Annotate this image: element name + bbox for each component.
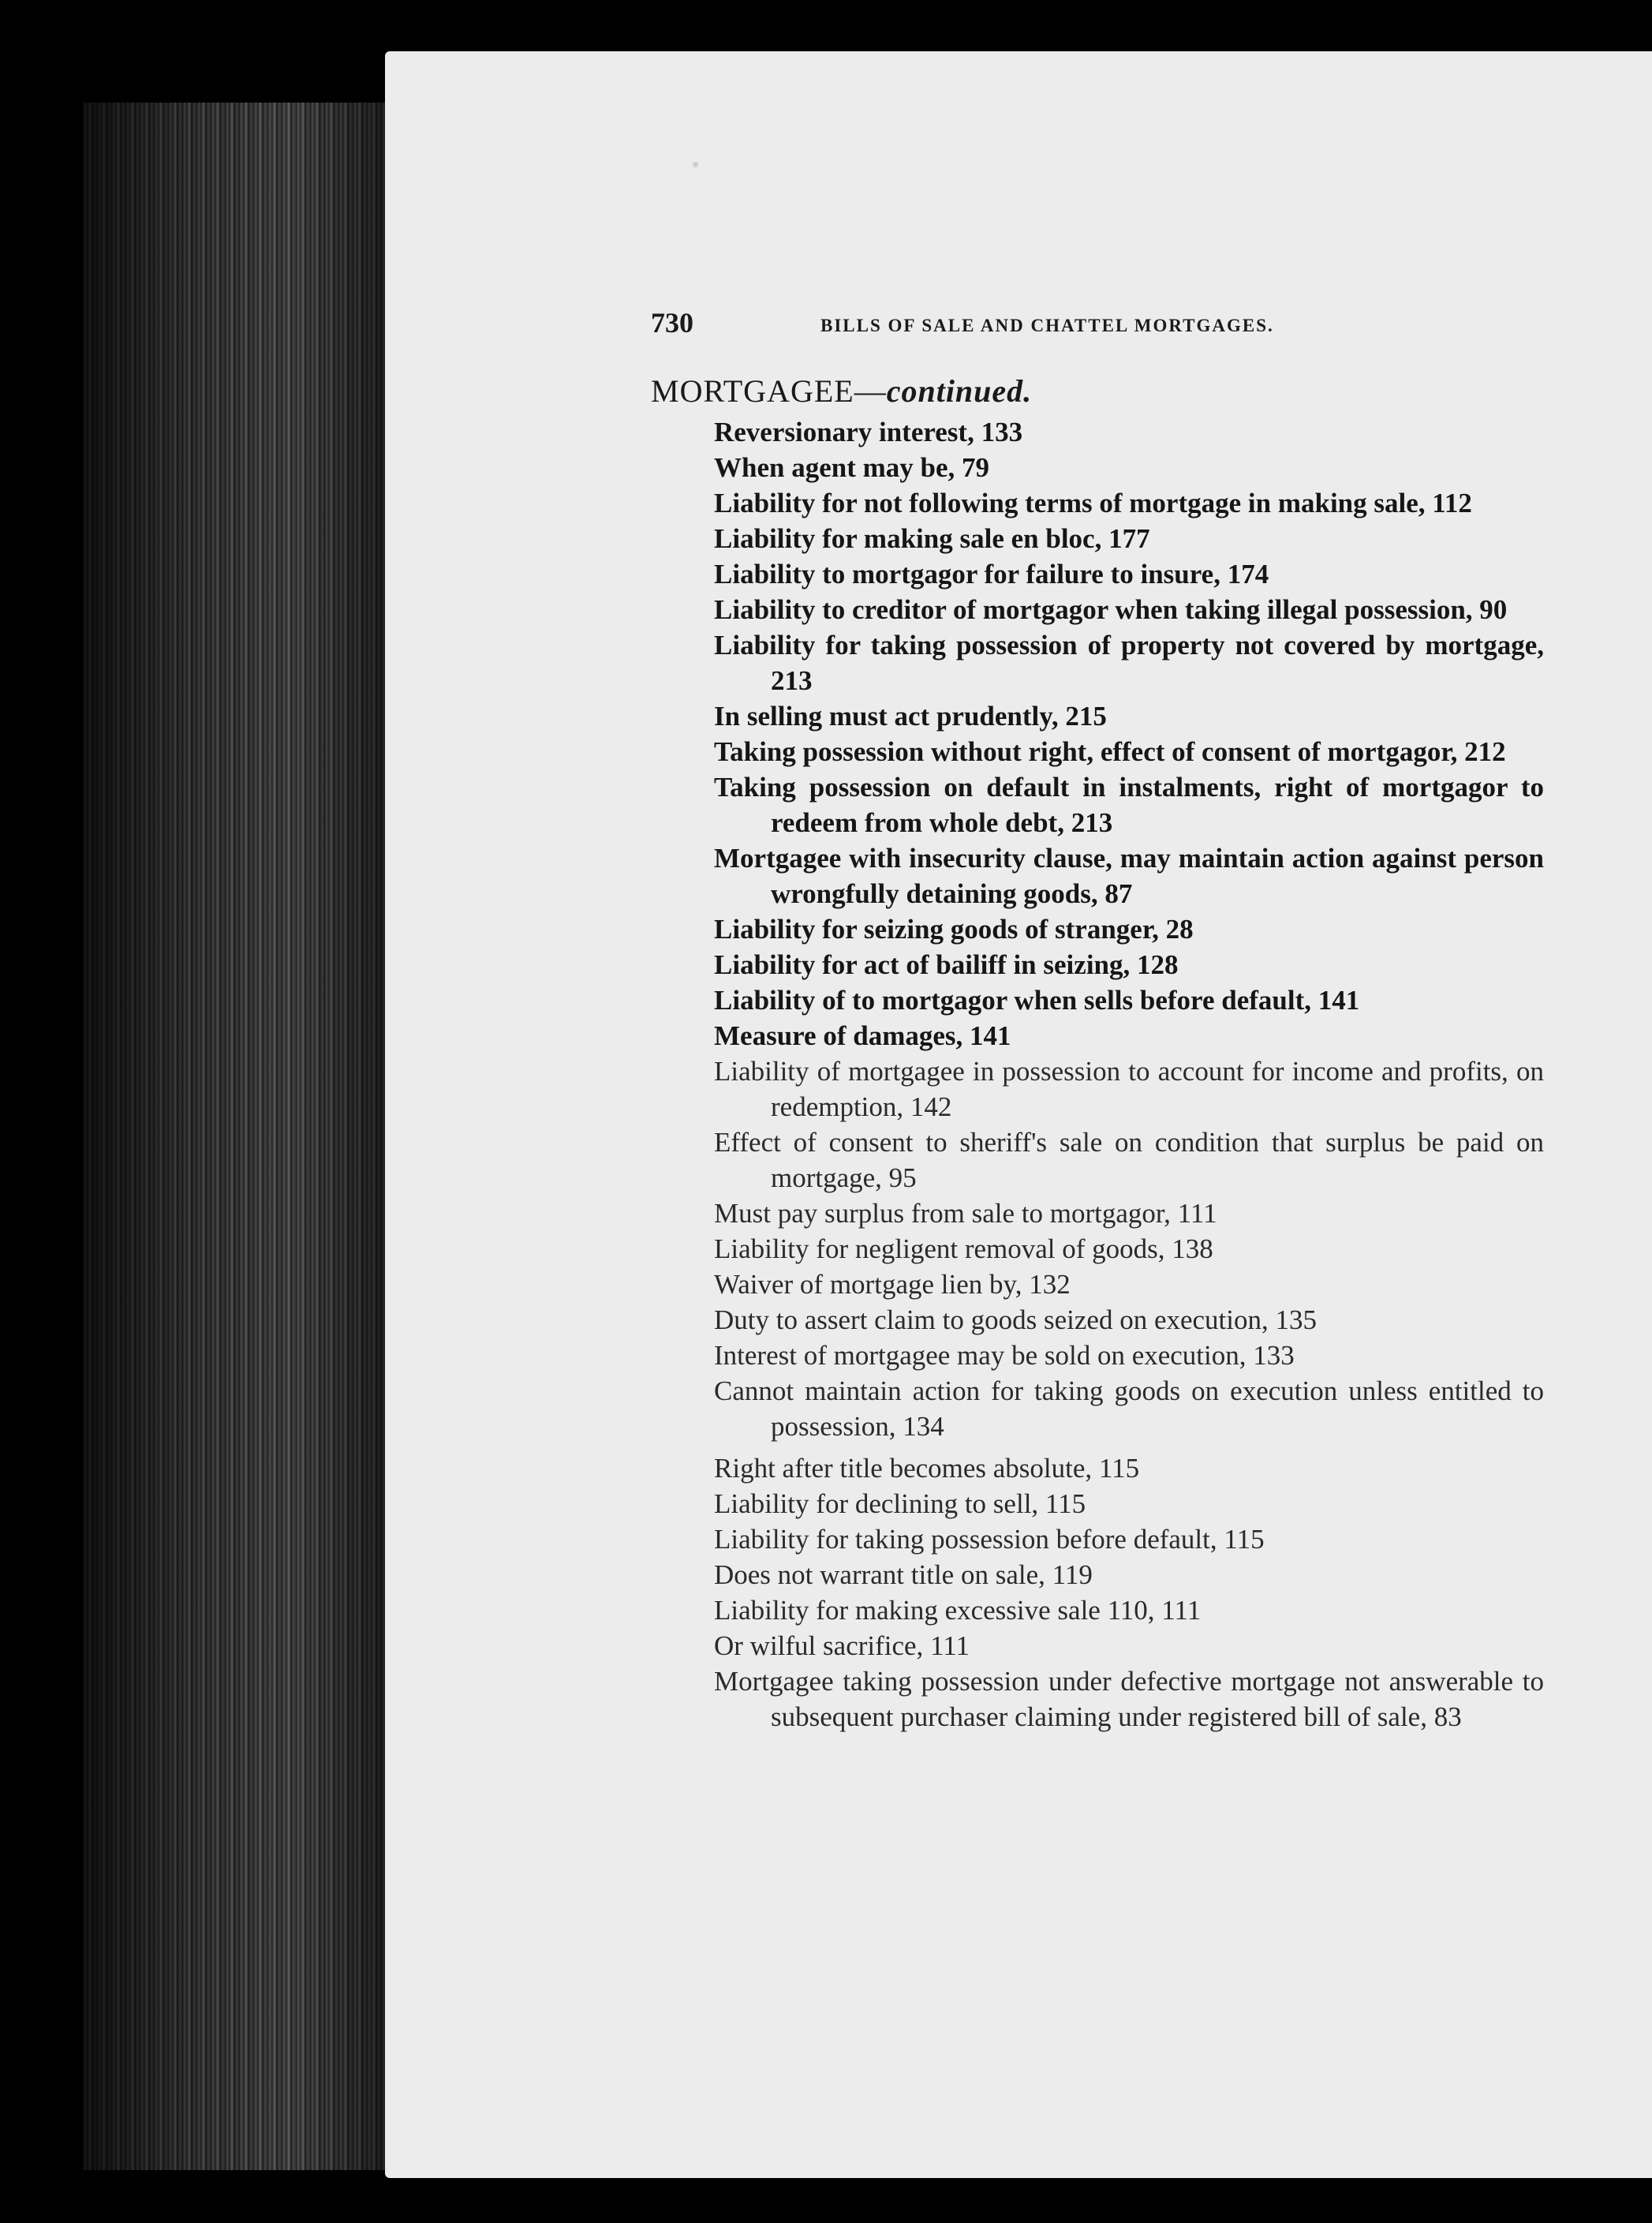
index-heading: [651, 372, 1032, 410]
index-entry: Liability for act of bailiff in seizing, 128: [714, 949, 1179, 980]
index-entry: Mortgagee taking possession under defective mortgage not answerable to subsequent purchaser claiming under registered bill of sale, 83: [714, 1666, 1544, 1732]
running-title: BILLS OF SALE AND CHATTEL MORTGAGES.: [820, 316, 1274, 335]
index-entry: Liability of to mortgagor when sells before default, 141: [714, 985, 1360, 1016]
index-entry: Liability of mortgagee in possession to account for income and profits, on redemption, 142: [714, 1056, 1544, 1122]
index-entry: Taking possession on default in instalments, right of mortgagor to redeem from whole debt, 213: [714, 772, 1544, 838]
index-entry: Mortgagee with insecurity clause, may maintain action against person wrongfully detaining goods, 87: [714, 843, 1544, 909]
page-header: [651, 306, 1574, 346]
index-entry: Liability for taking possession of property not covered by mortgage, 213: [714, 630, 1544, 696]
index-entry: Interest of mortgagee may be sold on execution, 133: [714, 1340, 1295, 1371]
speck: [693, 162, 698, 167]
page-edge-shadow: [83, 103, 387, 2170]
index-entry: Waiver of mortgage lien by, 132: [714, 1269, 1071, 1300]
index-entry: Reversionary interest, 133: [714, 417, 1023, 447]
index-entry: Cannot maintain action for taking goods on execution unless entitled to possession, 134: [714, 1375, 1544, 1442]
index-entry: Does not warrant title on sale, 119: [714, 1559, 1093, 1590]
index-entry: Liability for taking possession before default, 115: [714, 1524, 1265, 1555]
index-entry: Liability for declining to sell, 115: [714, 1488, 1086, 1519]
index-entry: Must pay surplus from sale to mortgagor, 111: [714, 1198, 1217, 1229]
index-entry: Taking possession without right, effect of consent of mortgagor, 212: [714, 736, 1506, 767]
index-entry: Liability for seizing goods of stranger, 28: [714, 914, 1194, 945]
heading-term: MORTGAGEE—: [651, 373, 887, 409]
index-entry: Liability for making excessive sale 110, 111: [714, 1595, 1202, 1626]
index-entries: [714, 414, 1544, 1735]
page-number: 730: [651, 307, 693, 339]
index-entry: In selling must act prudently, 215: [714, 701, 1107, 732]
index-entry: Liability for not following terms of mortgage in making sale, 112: [714, 488, 1472, 518]
index-entry: Liability to creditor of mortgagor when taking illegal possession, 90: [714, 594, 1508, 625]
index-entry: Duty to assert claim to goods seized on execution, 135: [714, 1304, 1317, 1335]
index-entry: When agent may be, 79: [714, 452, 990, 483]
index-entry: Liability for negligent removal of goods, 138: [714, 1233, 1213, 1264]
index-entry: Or wilful sacrifice, 111: [714, 1630, 970, 1661]
index-entry: Right after title becomes absolute, 115: [714, 1453, 1140, 1484]
index-entry: Liability for making sale en bloc, 177: [714, 523, 1150, 554]
heading-continued: continued.: [886, 373, 1033, 409]
index-entry: Effect of consent to sheriff's sale on condition that surplus be paid on mortgage, 95: [714, 1127, 1544, 1193]
index-entry: Liability to mortgagor for failure to insure, 174: [714, 559, 1269, 589]
index-entry: Measure of damages, 141: [714, 1020, 1011, 1051]
